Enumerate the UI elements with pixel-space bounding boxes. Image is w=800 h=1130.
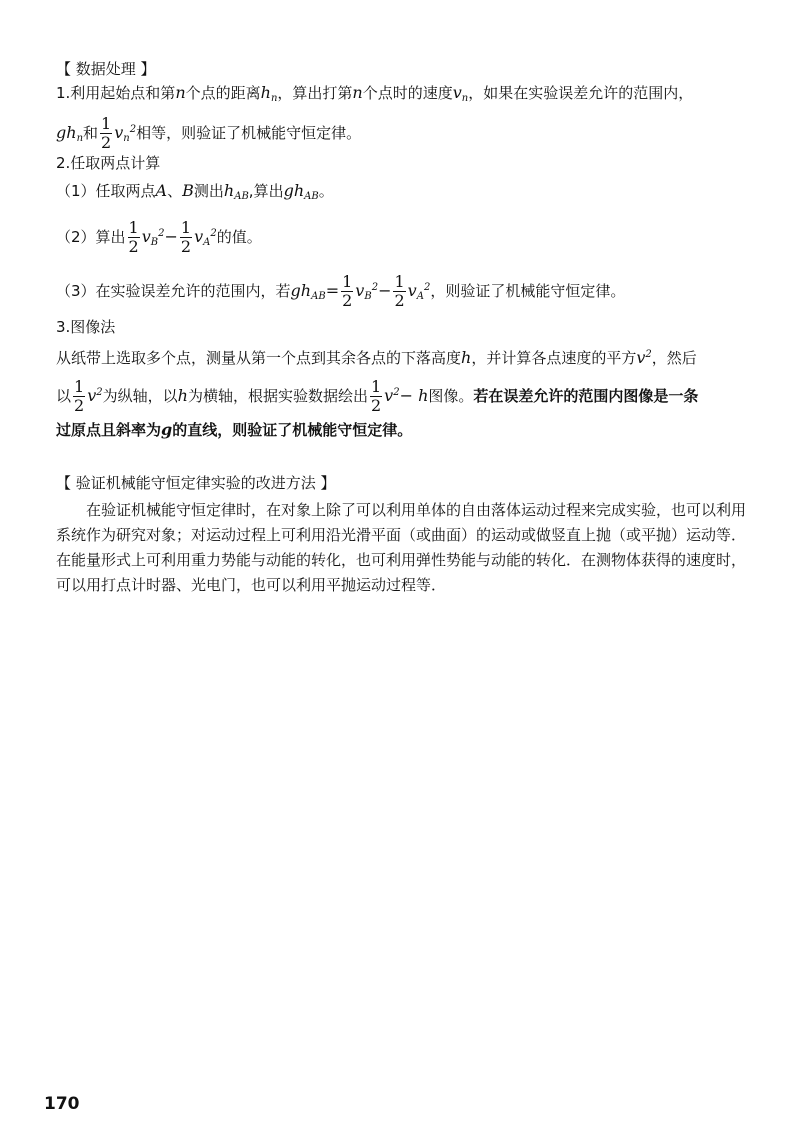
item-3-line-3: 过原点且斜率为g的直线，则验证了机械能守恒定律。 <box>56 420 413 439</box>
fraction-half: $\frac{1}{2}$ <box>342 272 353 310</box>
fraction-half: $\frac{1}{2}$ <box>394 272 405 310</box>
improvement-paragraph: 在验证机械能守恒定律时，在对象上除了可以利用单体的自由落体运动过程来完成实验，也可以利用系统作为研究对象；对运动过程上可利用沿光滑平面（或曲面）的运动或做竖直上抛（或平抛）运动等．在能量形式上可利用重力势能与动能的转化，也可利用弹性势能与动能的转化．在测物体获得的速度时，可以用打点计时器、光电门，也可以利用平抛运动过程等． <box>56 501 747 594</box>
fraction-half: $\frac{1}{2}$ <box>74 377 85 415</box>
item-2-3: （3）在实验误差允许的范围内，若$gh_{AB}=$ $\frac{1}{2}$ $v_B^2-$ $\frac{1}{2}$ $v_A^2$，则验证了机械能守恒定律。 <box>56 272 626 310</box>
section-gap <box>56 441 752 466</box>
item-2-heading: 2.任取两点计算 <box>56 154 161 172</box>
page-content <box>56 56 752 598</box>
item-3-line-2: 以 $\frac{1}{2}$ $v^2$为纵轴，以h为横轴，根据实验数据绘出 $\frac{1}{2}$ $v^2- h$图像。若在误差允许的范围内图像是一条 <box>56 377 699 415</box>
page-number: 170 <box>44 1094 80 1114</box>
item-2-1: （1）任取两点A、B测出$h_{AB}$,算出$gh_{AB}$。 <box>56 181 334 202</box>
item-3-heading: 3.图像法 <box>56 318 116 336</box>
fraction-half: $\frac{1}{2}$ <box>128 218 139 256</box>
fraction-half: $\frac{1}{2}$ <box>101 114 112 152</box>
section-heading-data-processing: 【 数据处理 】 <box>56 60 156 78</box>
item-3-line-1: 从纸带上选取多个点，测量从第一个点到其余各点的下落高度h，并计算各点速度的平方$v^2$，然后 <box>56 348 697 367</box>
item-1-line-2: $gh_n$和 $\frac{1}{2}$ $v_n^2$相等，则验证了机械能守恒定律。 <box>56 114 362 152</box>
item-2-2: （2）算出 $\frac{1}{2}$ $v_B^2-$ $\frac{1}{2}$ $v_A^2$的值。 <box>56 218 262 256</box>
section-heading-improvement: 【 验证机械能守恒定律实验的改进方法 】 <box>56 474 336 492</box>
fraction-half: $\frac{1}{2}$ <box>370 377 382 415</box>
item-1-line-1: 1.利用起始点和第n个点的距离$h_n$，算出打第n个点时的速度$v_n$，如果在实验误差允许的范围内， <box>56 83 694 104</box>
fraction-half: $\frac{1}{2}$ <box>180 218 192 256</box>
